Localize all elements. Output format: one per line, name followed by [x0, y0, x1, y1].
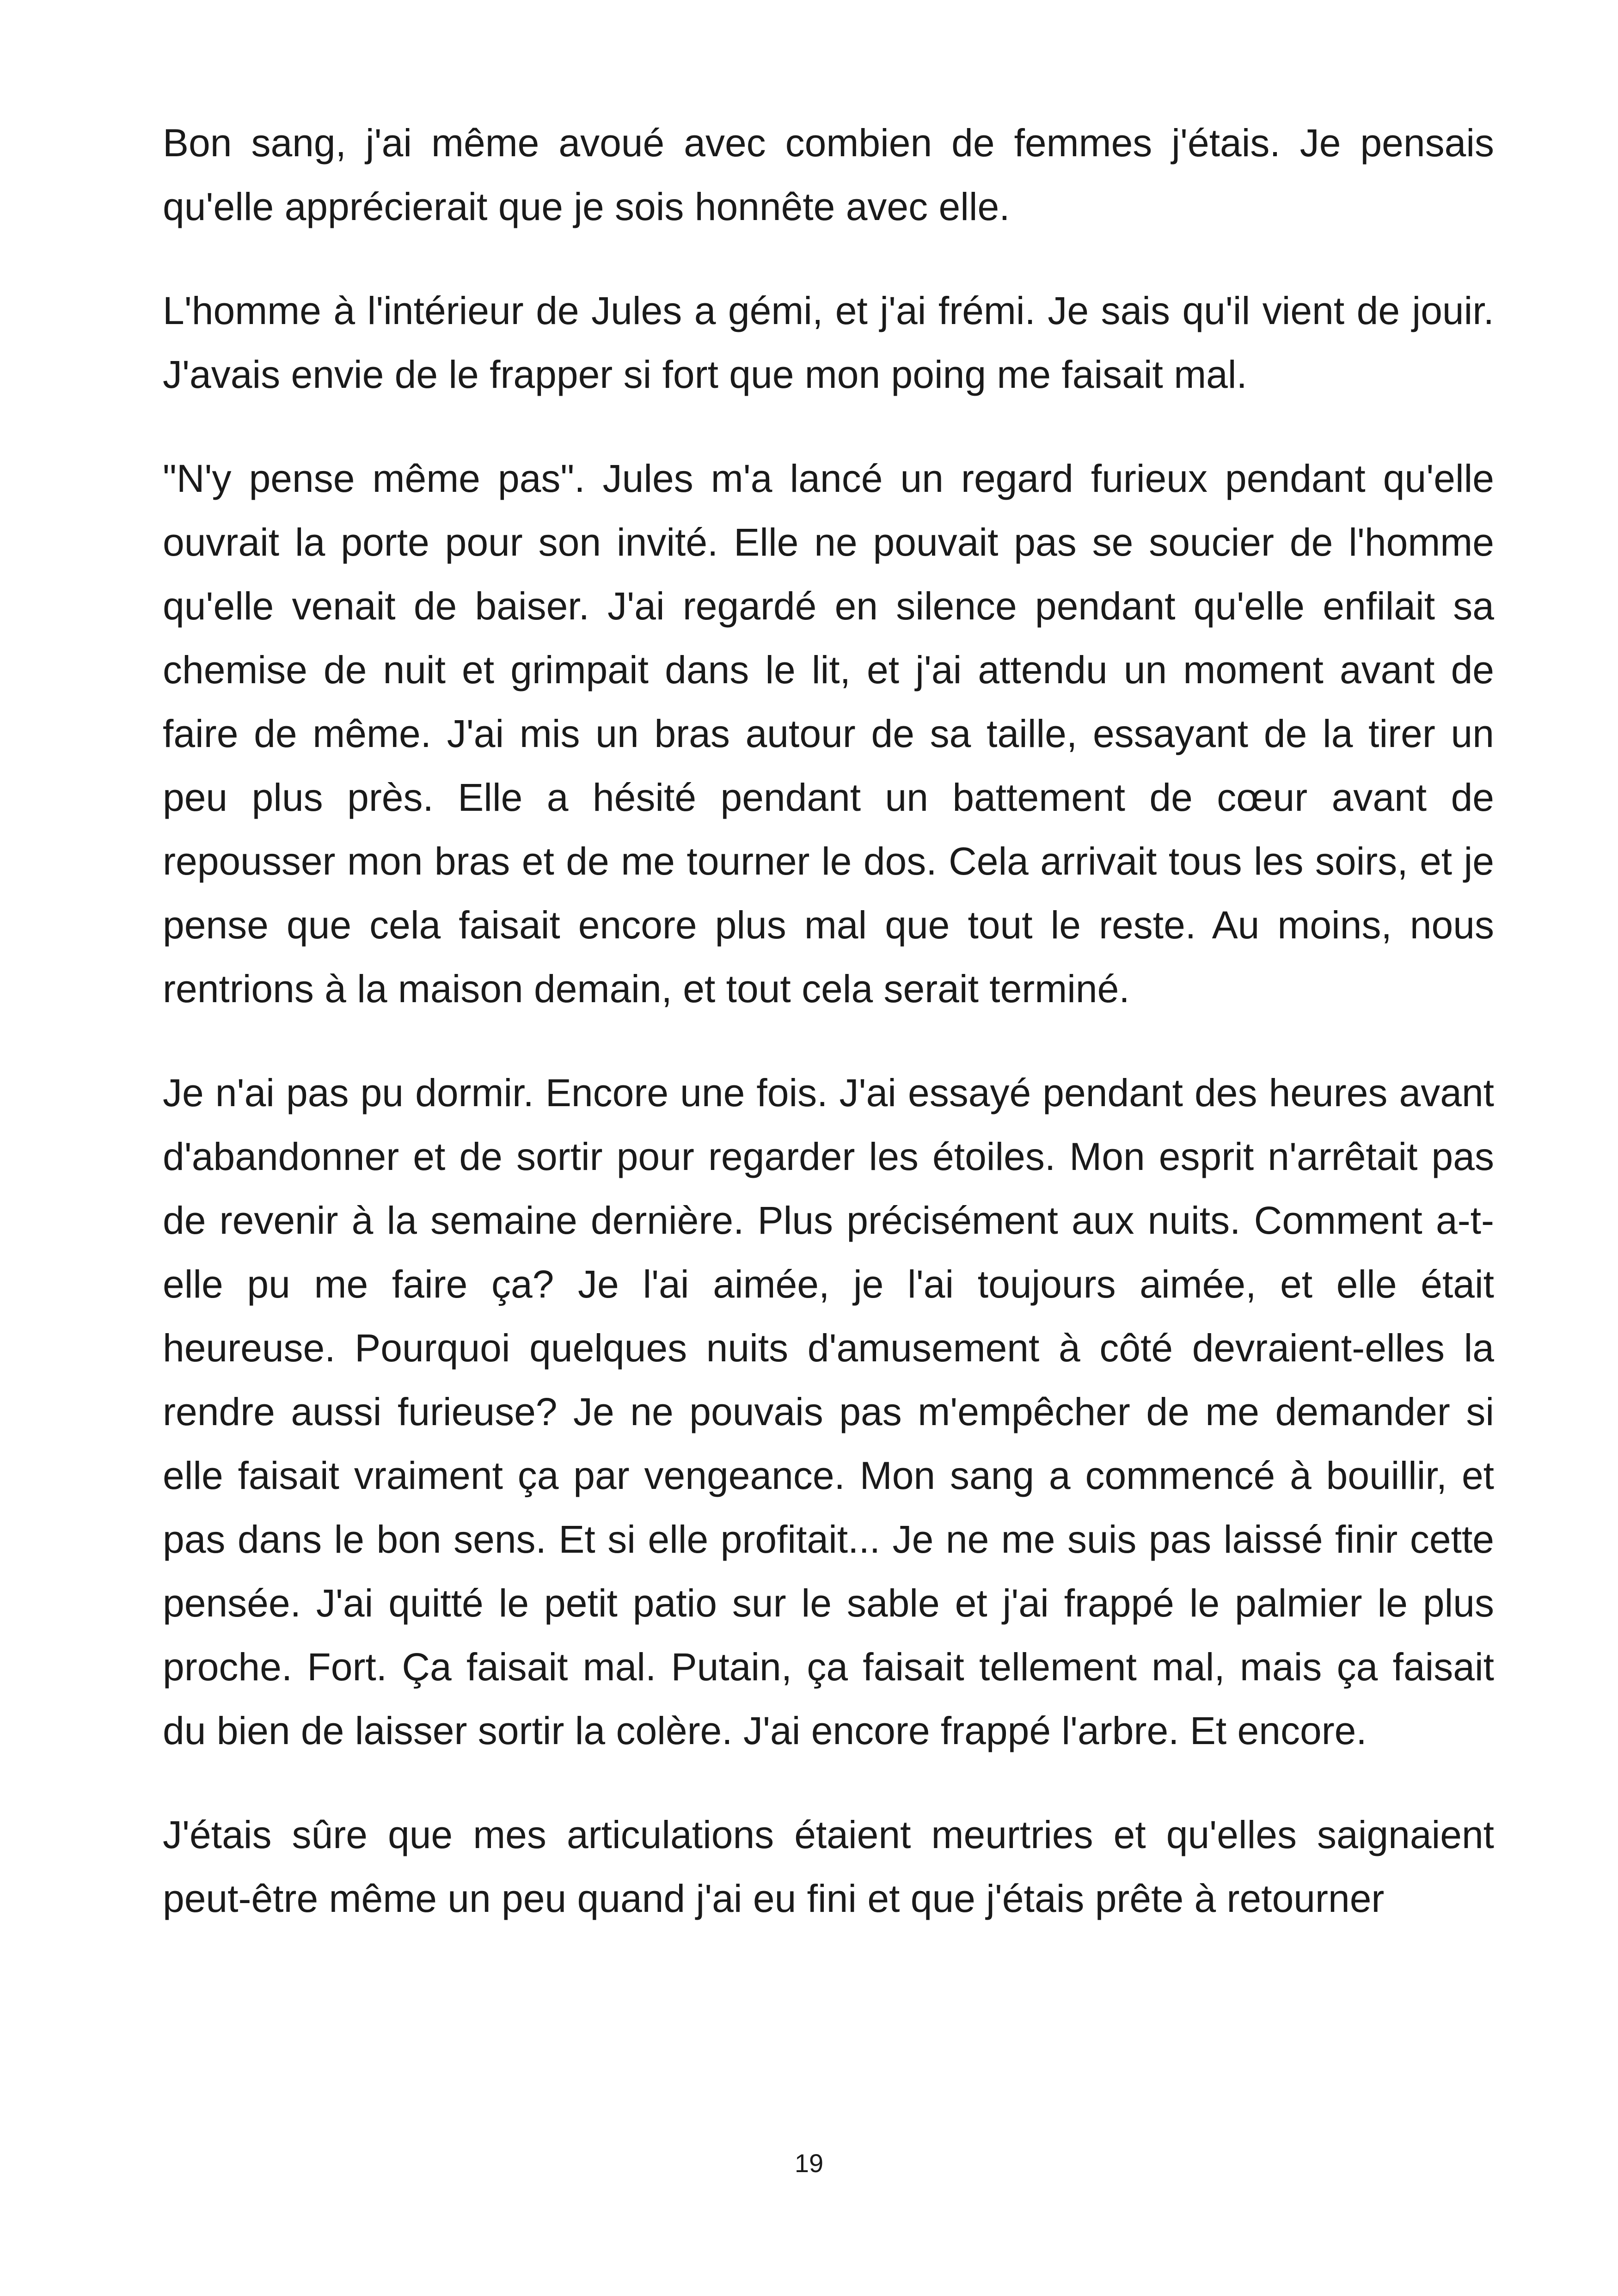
paragraph-4: Je n'ai pas pu dormir. Encore une fois. J'ai essayé pendant des heures avant d'abandonner et de sortir pour regarder les étoiles. Mon esprit n'arrêtait pas de revenir à la semaine dernière. Plus précisément aux nuits. Comment a-t-elle pu me faire ça? Je l'ai aimée, je l'ai toujours aimée, et elle était heureuse. Pourquoi quelques nuits d'amusement à côté devraient-elles la rendre aussi furieuse? Je ne pouvais pas m'empêcher de me demander si elle faisait vraiment ça par vengeance. Mon sang a commencé à bouillir, et pas dans le bon sens. Et si elle profitait... Je ne me suis pas laissé finir cette pensée. J'ai quitté le petit patio sur le sable et j'ai frappé le palmier le plus proche. Fort. Ça faisait mal. Putain, ça faisait tellement mal, mais ça faisait du bien de laisser sortir la colère. J'ai encore frappé l'arbre. Et encore.: [163, 1071, 1494, 1752]
body-text: [163, 111, 1494, 1930]
paragraph-2: L'homme à l'intérieur de Jules a gémi, et j'ai frémi. Je sais qu'il vient de jouir. J'avais envie de le frapper si fort que mon poing me faisait mal.: [163, 289, 1494, 396]
page-number: 19: [794, 2149, 824, 2178]
paragraph-3: "N'y pense même pas". Jules m'a lancé un regard furieux pendant qu'elle ouvrait la porte pour son invité. Elle ne pouvait pas se soucier de l'homme qu'elle venait de baiser. J'ai regardé en silence pendant qu'elle enfilait sa chemise de nuit et grimpait dans le lit, et j'ai attendu un moment avant de faire de même. J'ai mis un bras autour de sa taille, essayant de la tirer un peu plus près. Elle a hésité pendant un battement de cœur avant de repousser mon bras et de me tourner le dos. Cela arrivait tous les soirs, et je pense que cela faisait encore plus mal que tout le reste. Au moins, nous rentrions à la maison demain, et tout cela serait terminé.: [163, 457, 1494, 1010]
paragraph-5: J'étais sûre que mes articulations étaient meurtries et qu'elles saignaient peut-être même un peu quand j'ai eu fini et que j'étais prête à retourner: [163, 1813, 1494, 1920]
paragraph-1: Bon sang, j'ai même avoué avec combien de femmes j'étais. Je pensais qu'elle apprécierait que je sois honnête avec elle.: [163, 121, 1494, 228]
